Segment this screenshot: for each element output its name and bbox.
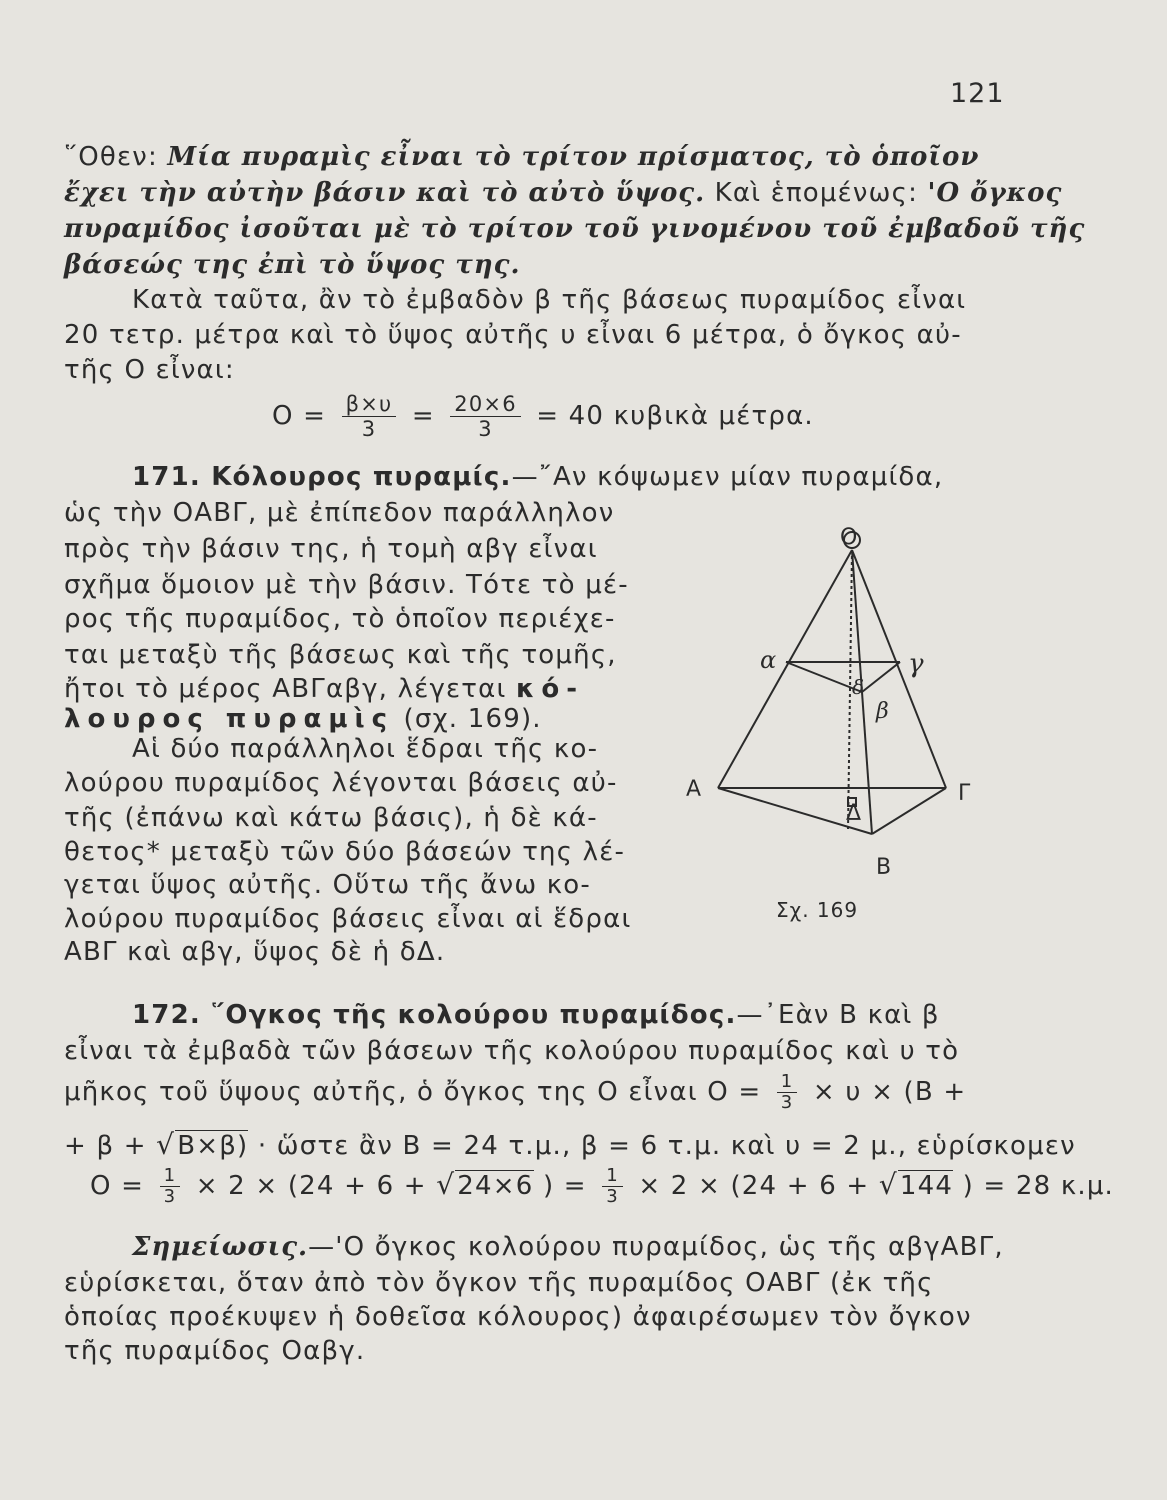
text: ) = <box>542 1171 587 1201</box>
s172-line-2: εἶναι τὰ ἐμβαδὰ τῶν βάσεων τῆς κολούρου πυραμίδος καὶ υ τὸ <box>64 1036 960 1066</box>
note-label: Σημείωσις. <box>132 1232 309 1262</box>
edge-gb <box>862 662 900 692</box>
s171-line: Αἱ δύο παράλληλοι ἕδραι τῆς κο- <box>132 734 599 764</box>
p1-line-2 <box>64 178 1062 208</box>
text: μῆκος τοῦ ὕψους αὐτῆς, ὁ ὄγκος της Ο εἶναι Ο = <box>64 1077 762 1107</box>
label-a: α <box>760 646 777 674</box>
fraction <box>450 392 520 441</box>
edge-GB <box>872 788 946 834</box>
text: × 2 × (24 + 6 + <box>638 1171 870 1201</box>
sqrt-content: Β×β) <box>177 1131 249 1161</box>
p1-line-1 <box>64 142 979 172</box>
text: + β + <box>64 1131 147 1161</box>
numerator: β×υ <box>342 392 397 417</box>
note-line-1 <box>132 1232 1004 1262</box>
numerator: 1 <box>160 1166 181 1187</box>
sqrt-sign: √ <box>436 1168 456 1201</box>
denominator: 3 <box>361 417 377 441</box>
sqrt-sign: √ <box>156 1128 176 1161</box>
text: ἤτοι τὸ μέρος ΑΒΓαβγ, λέγεται <box>64 674 516 704</box>
numerator: 1 <box>777 1072 798 1093</box>
text: —'Ο ὄγκος κολούρου πυραμίδος, ὡς τῆς αβγΑΒΓ, <box>308 1232 1004 1262</box>
note-line-4: τῆς πυραμίδος Οαβγ. <box>64 1336 366 1366</box>
fraction <box>160 1166 181 1207</box>
formula-rhs: = 40 κυβικὰ μέτρα. <box>536 401 814 431</box>
italic-text: Μία πυραμὶς εἶναι τὸ τρίτον πρίσματος, τὸ ὁποῖον <box>167 142 980 172</box>
numerator: 20×6 <box>450 392 520 417</box>
italic-text: 'Ο ὄγκος <box>927 178 1063 208</box>
note-line-3: ὁποίας προέκυψεν ἡ δοθεῖσα κόλουρος) ἀφαιρέσωμεν τὸν ὄγκον <box>64 1302 972 1332</box>
text: ) = 28 κ.μ. <box>962 1171 1115 1201</box>
edge-OA <box>718 550 852 788</box>
italic-text: ἔχει τὴν αὐτὴν βάσιν καὶ τὸ αὐτὸ ὕψος. <box>64 178 706 208</box>
label-B: Β <box>876 855 892 880</box>
emphasized-term: κό- <box>515 674 585 704</box>
fraction <box>342 392 397 441</box>
fraction <box>602 1166 623 1207</box>
section-title: 171. Κόλουρος πυραμίς. <box>132 462 512 492</box>
s171-line <box>64 674 584 704</box>
s171-line: τῆς (ἐπάνω καὶ κάτω βάσις), ἡ δὲ κά- <box>64 803 598 833</box>
denominator: 3 <box>478 417 493 441</box>
figure-caption: Σχ. 169 <box>776 898 859 922</box>
s171-line: ται μεταξὺ τῆς βάσεως καὶ τῆς τομῆς, <box>64 640 617 670</box>
denominator: 3 <box>606 1186 619 1207</box>
p2-line-2: 20 τετρ. μέτρα καὶ τὸ ὕψος αὐτῆς υ εἶναι 6 μέτρα, ὁ ὄγκος αὐ- <box>64 320 962 350</box>
s171-line: λούρου πυραμίδος λέγονται βάσεις αὐ- <box>64 768 618 798</box>
text: Ο = <box>90 1171 145 1201</box>
p1-line-4: βάσεώς της ἐπὶ τὸ ὕψος της. <box>64 250 521 280</box>
section-title: 172. ῞Ογκος τῆς κολούρου πυραμίδος. <box>132 1000 737 1030</box>
label-A: Α <box>686 777 702 802</box>
label-D: Δ <box>846 801 862 826</box>
s172-formula <box>90 1166 1114 1207</box>
text: · ὥστε ἂν Β = 24 τ.μ., β = 6 τ.μ. καὶ υ = 2 μ., εὑρίσκομεν <box>257 1131 1076 1161</box>
note-line-2: εὑρίσκεται, ὅταν ἀπὸ τὸν ὄγκον τῆς πυραμίδος ΟΑΒΓ (ἐκ τῆς <box>64 1268 934 1298</box>
label-G: Γ <box>958 781 971 806</box>
formula-volume-example <box>272 392 814 441</box>
p2-line-1: Κατὰ ταῦτα, ἂν τὸ ἐμβαδὸν β τῆς βάσεως πυραμίδος εἶναι <box>132 285 967 315</box>
sqrt-content: 144 <box>899 1171 954 1201</box>
s171-line: πρὸς τὴν βάσιν της, ἡ τομὴ αβγ εἶναι <box>64 534 598 564</box>
s171-line: γεται ὕψος αὐτῆς. Οὕτω τῆς ἄνω κο- <box>64 870 591 900</box>
label-d: δ <box>852 675 865 699</box>
section-171-heading <box>132 462 943 492</box>
numerator: 1 <box>602 1166 623 1187</box>
denominator: 3 <box>163 1186 177 1207</box>
formula-lhs: Ο = <box>272 401 327 431</box>
s172-line-4 <box>64 1128 1076 1161</box>
text: —᾿Εὰν Β καὶ β <box>736 1000 940 1030</box>
text: Καὶ ἑπομένως: <box>705 178 928 208</box>
p2-line-3: τῆς Ο εἶναι: <box>64 355 235 385</box>
sqrt-sign: √ <box>878 1168 898 1201</box>
s171-line: ὡς τὴν ΟΑΒΓ, μὲ ἐπίπεδον παράλληλον <box>64 498 615 528</box>
equals: = <box>411 401 435 431</box>
emphasized-term: λουρος πυραμὶς <box>64 704 395 734</box>
page-number: 121 <box>950 78 1005 109</box>
p1-line-3: πυραμίδος ἰσοῦται μὲ τὸ τρίτον τοῦ γινομένου τοῦ ἐμβαδοῦ τῆς <box>64 214 1086 244</box>
denominator: 3 <box>780 1092 794 1113</box>
text: —῎Αν κόψωμεν μίαν πυραμίδα, <box>511 462 944 492</box>
sqrt-content: 24×6 <box>457 1171 534 1201</box>
text: × υ × (Β + <box>812 1077 967 1107</box>
s171-line: σχῆμα ὅμοιον μὲ τὴν βάσιν. Τότε τὸ μέ- <box>64 570 629 600</box>
label-O: Ο <box>840 525 858 550</box>
text: (σχ. 169). <box>394 704 542 734</box>
s172-line-3 <box>64 1072 966 1113</box>
s171-line: ΑΒΓ καὶ αβγ, ὕψος δὲ ἡ δΔ. <box>64 937 446 967</box>
label-b: β <box>876 699 889 724</box>
s171-line: ρος τῆς πυραμίδος, τὸ ὁποῖον περιέχε- <box>64 604 616 634</box>
s171-line: θετος* μεταξὺ τῶν δύο βάσεών της λέ- <box>64 837 626 867</box>
s171-line <box>64 704 542 734</box>
section-172-heading <box>132 1000 940 1030</box>
frustum-pyramid-figure <box>680 520 1000 940</box>
text: × 2 × (24 + 6 + <box>195 1171 427 1201</box>
s171-line: λούρου πυραμίδος βάσεις εἶναι αἱ ἕδραι <box>64 904 632 934</box>
label-g: γ <box>908 649 924 679</box>
text: ῞Οθεν: <box>64 142 168 172</box>
fraction <box>777 1072 798 1113</box>
